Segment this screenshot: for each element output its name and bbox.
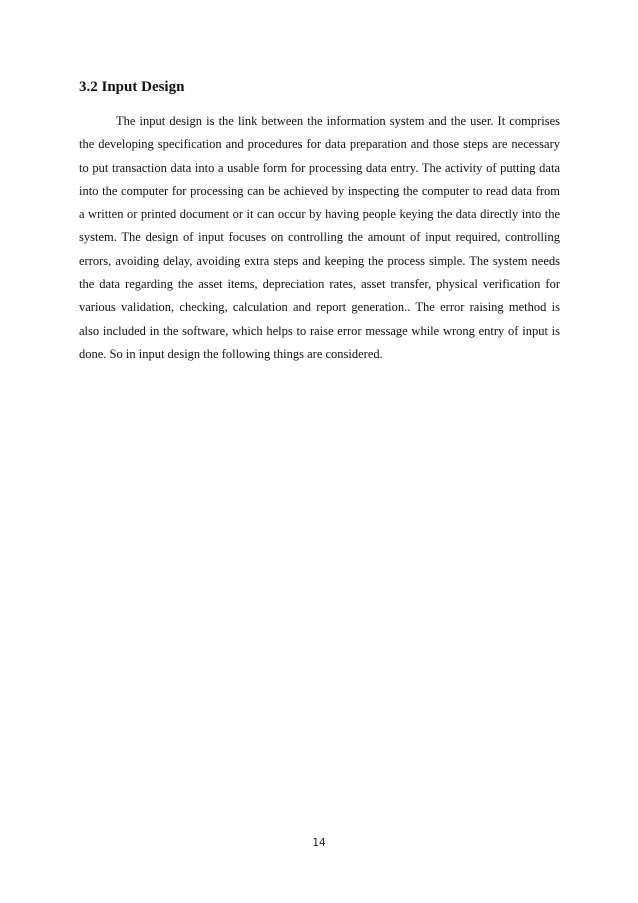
paragraph-line: system. The design of input focuses on controlling the amount of input required, controlling — [79, 230, 560, 245]
paragraph-line: the developing specification and procedures for data preparation and those steps are necessary — [79, 137, 560, 152]
page-number: 14 — [312, 837, 326, 849]
section-heading: 3.2 Input Design — [79, 79, 185, 95]
paragraph-line: a written or printed document or it can occur by having people keying the data directly into the — [79, 207, 560, 222]
body-paragraph — [79, 110, 560, 366]
paragraph-line: The input design is the link between the information system and the user. It comprises — [116, 114, 560, 128]
paragraph-line: done. So in input design the following things are considered. — [79, 346, 383, 361]
paragraph-line: also included in the software, which helps to raise error message while wrong entry of input is — [79, 323, 560, 338]
paragraph-line: to put transaction data into a usable form for processing data entry. The activity of putting data — [79, 160, 560, 175]
paragraph-line: various validation, checking, calculation and report generation.. The error raising method is — [79, 300, 560, 315]
paragraph-line: the data regarding the asset items, depreciation rates, asset transfer, physical verification for — [79, 277, 560, 292]
paragraph-line: errors, avoiding delay, avoiding extra steps and keeping the process simple. The system needs — [79, 253, 560, 268]
paragraph-line: into the computer for processing can be achieved by inspecting the computer to read data from — [79, 183, 560, 198]
